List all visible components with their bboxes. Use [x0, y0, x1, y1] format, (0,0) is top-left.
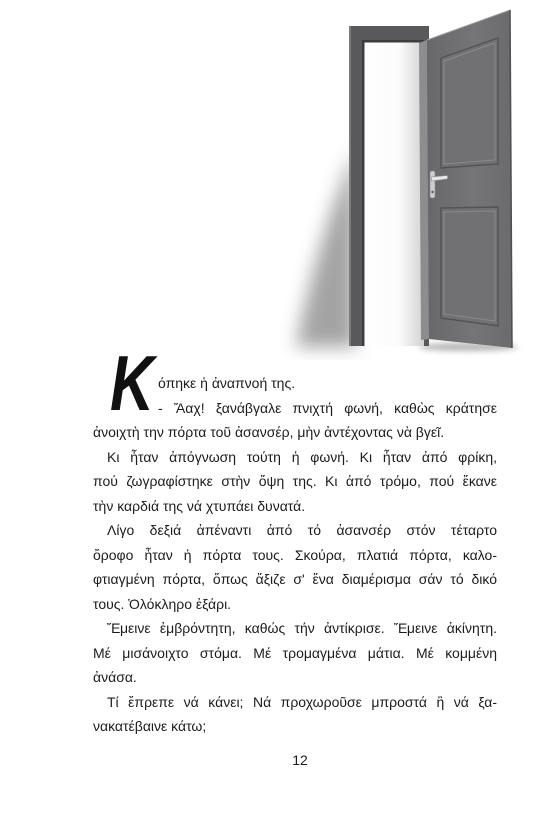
paragraph [93, 518, 497, 616]
drop-cap: Κ [110, 339, 154, 427]
paragraph [93, 690, 497, 739]
text-line: όπηκε ἡ ἀναπνοή της. [158, 375, 296, 391]
door-upper-panel [441, 38, 498, 168]
paragraph [93, 616, 497, 690]
frame-rebate-top [362, 40, 424, 43]
keyhole [431, 191, 433, 193]
text-line: Τί ἔπρεπε νά κάνει; Νά προχωροῦσε μπροστά ἢ νά ξα- [107, 693, 497, 710]
door-lower-panel [441, 207, 498, 326]
story-text [93, 339, 497, 739]
frame-rebate-left [362, 40, 365, 346]
text-line: Μέ μισάνοιχτο στόμα. Μέ τρομαγμένα μάτια. Μέ κομμένη [93, 644, 497, 661]
text-line: ἀνάσα. [93, 669, 137, 685]
text-line: τὴν καρδιά της νά χτυπάει δυνατά. [93, 497, 306, 514]
handle-plate [430, 171, 435, 198]
door-frame [349, 26, 429, 346]
door-shadow [296, 148, 356, 347]
text-line: - Ἄαχ! ξανάβγαλε πνιχτή φωνή, καθὼς κράτησε [158, 399, 497, 416]
paragraph [93, 445, 497, 519]
text-line: νακατέβαινε κάτω; [93, 718, 207, 734]
text-line: φτιαγμένη πόρτα, ὅπως ἄξιζε σ' ἕνα διαμέρισμα σάν τό δικό [93, 571, 497, 587]
text-line: Λίγο δεξιά ἀπέναντι ἀπό τό ἀσανσέρ στόν τέταρτο [107, 522, 497, 538]
door-opening [362, 40, 424, 346]
text-line: ὄροφο ἦταν ἡ πόρτα τους. Σκούρα, πλατιά πόρτα, καλο- [93, 546, 497, 563]
page-number: 12 [292, 752, 308, 768]
text-line: τους. Ὁλόκληρο ἐξάρι. [93, 595, 232, 612]
open-door-illustration [0, 0, 557, 360]
text-line: πού ζωγραφίστηκε στὴν ὄψη της. Κι ἀπό τρόμο, πού ἔκανε [93, 473, 497, 489]
text-line: Κι ἦταν ἀπόγνωση τούτη ἡ φωνή. Κι ἦταν ἀπό φρίκη, [107, 448, 497, 465]
text-line: ἀνοιχτὴ την πόρτα τοῦ ἀσανσέρ, μὴν ἀντέχοντας νὰ βγεῖ. [93, 424, 445, 440]
frame-highlight [349, 26, 351, 346]
text-line: Ἔμεινε ἐμβρόντητη, καθώς τήν ἀντίκρισε. Ἔμεινε ἀκίνητη. [107, 620, 497, 636]
